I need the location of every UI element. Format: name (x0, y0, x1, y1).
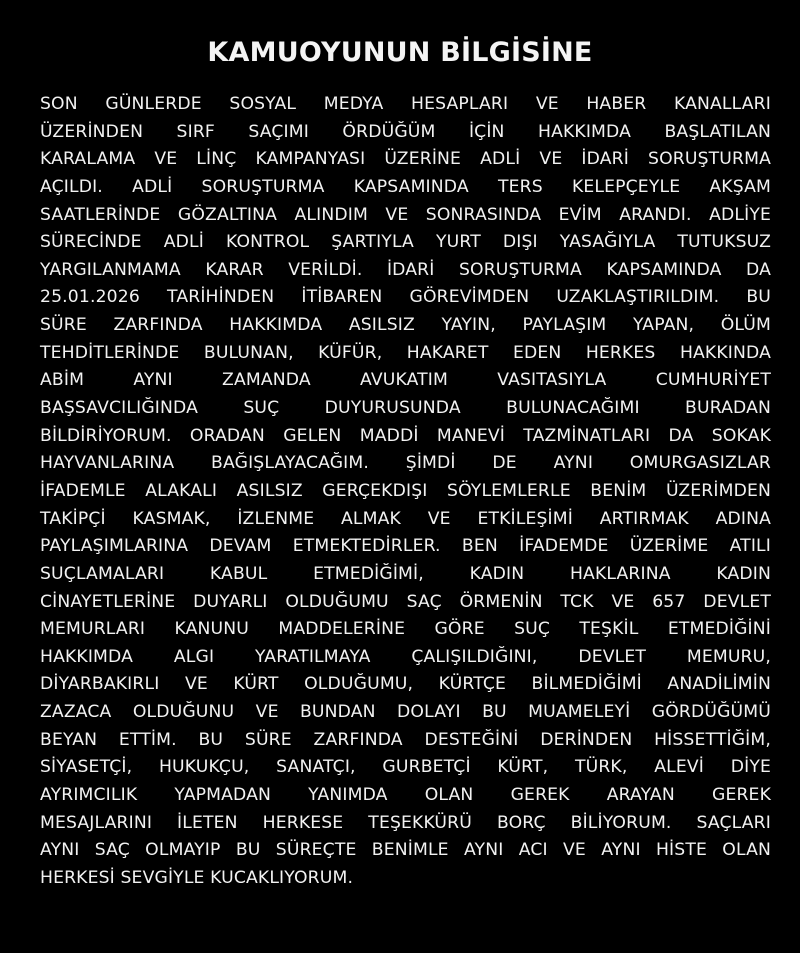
statement-line: PAYLAŞIMLARINA DEVAM ETMEKTEDİRLER. BEN İFADEMDE ÜZERİME ATILI (40, 536, 771, 557)
statement-line: İFADEMLE ALAKALI ASILSIZ GERÇEKDIŞI SÖYLEMLERLE BENİM ÜZERİMDEN (40, 480, 771, 501)
document-title: KAMUOYUNUN BİLGİSİNE (207, 37, 593, 68)
statement-line: SİYASETÇİ, HUKUKÇU, SANATÇI, GURBETÇİ KÜRT, TÜRK, ALEVİ DİYE (40, 757, 771, 778)
statement-line: SUÇLAMALARI KABUL ETMEDİĞİMİ, KADIN HAKLARINA KADIN (40, 563, 771, 584)
statement-line: SÜRECİNDE ADLİ KONTROL ŞARTIYLA YURT DIŞI YASAĞIYLA TUTUKSUZ (40, 232, 771, 253)
statement-line: MESAJLARINI İLETEN HERKESE TEŞEKKÜRÜ BORÇ BİLİYORUM. SAÇLARI (40, 812, 771, 833)
statement-line: KARALAMA VE LİNÇ KAMPANYASI ÜZERİNE ADLİ VE İDARİ SORUŞTURMA (40, 149, 771, 170)
statement-line: DİYARBAKIRLI VE KÜRT OLDUĞUMU, KÜRTÇE BİLMEDİĞİMİ ANADİLİMİN (40, 674, 771, 695)
statement-line: AÇILDI. ADLİ SORUŞTURMA KAPSAMINDA TERS KELEPÇEYLE AKŞAM (40, 176, 771, 197)
statement-line: AYNI SAÇ OLMAYIP BU SÜREÇTE BENİMLE AYNI ACI VE AYNI HİSTE OLAN (40, 840, 771, 861)
statement-line: TEHDİTLERİNDE BULUNAN, KÜFÜR, HAKARET EDEN HERKES HAKKINDA (40, 342, 771, 363)
statement-line: ABİM AYNI ZAMANDA AVUKATIM VASITASIYLA CUMHURİYET (40, 370, 771, 391)
statement-line: BAŞSAVCILIĞINDA SUÇ DUYURUSUNDA BULUNACAĞIMI BURADAN (40, 398, 771, 419)
statement-line: HAYVANLARINA BAĞIŞLAYACAĞIM. ŞİMDİ DE AYNI OMURGASIZLAR (40, 453, 771, 474)
statement-line: AYRIMCILIK YAPMADAN YANIMDA OLAN GEREK ARAYAN GEREK (40, 785, 771, 806)
statement-line: YARGILANMAMA KARAR VERİLDİ. İDARİ SORUŞTURMA KAPSAMINDA DA (40, 259, 771, 280)
statement-line: SÜRE ZARFINDA HAKKIMDA ASILSIZ YAYIN, PAYLAŞIM YAPAN, ÖLÜM (40, 315, 771, 336)
statement-line: BİLDİRİYORUM. ORADAN GELEN MADDİ MANEVİ TAZMİNATLARI DA SOKAK (40, 425, 771, 446)
statement-line: ÜZERİNDEN SIRF SAÇIMI ÖRDÜĞÜM İÇİN HAKKIMDA BAŞLATILAN (40, 121, 771, 142)
statement-line: 25.01.2026 TARİHİNDEN İTİBAREN GÖREVİMDEN UZAKLAŞTIRILDIM. BU (40, 287, 771, 308)
statement-line: SON GÜNLERDE SOSYAL MEDYA HESAPLARI VE HABER KANALLARI (40, 94, 771, 114)
statement-line: HERKESİ SEVGİYLE KUCAKLIYORUM. (40, 867, 354, 888)
statement-line: SAATLERİNDE GÖZALTINA ALINDIM VE SONRASINDA EVİM ARANDI. ADLİYE (40, 204, 771, 225)
statement-line: CİNAYETLERİNE DUYARLI OLDUĞUMU SAÇ ÖRMENİN TCK VE 657 DEVLET (40, 591, 771, 612)
statement-line: MEMURLARI KANUNU MADDELERİNE GÖRE SUÇ TEŞKİL ETMEDİĞİNİ (40, 619, 771, 640)
statement-line: ZAZACA OLDUĞUNU VE BUNDAN DOLAYI BU MUAMELEYİ GÖRDÜĞÜMÜ (40, 702, 771, 723)
statement-body (40, 91, 771, 893)
statement-line: TAKİPÇİ KASMAK, İZLENME ALMAK VE ETKİLEŞİMİ ARTIRMAK ADINA (40, 508, 771, 529)
statement-line: BEYAN ETTİM. BU SÜRE ZARFINDA DESTEĞİNİ DERİNDEN HİSSETTİĞİM, (40, 729, 771, 750)
statement-line: HAKKIMDA ALGI YARATILMAYA ÇALIŞILDIĞINI, DEVLET MEMURU, (40, 646, 771, 667)
